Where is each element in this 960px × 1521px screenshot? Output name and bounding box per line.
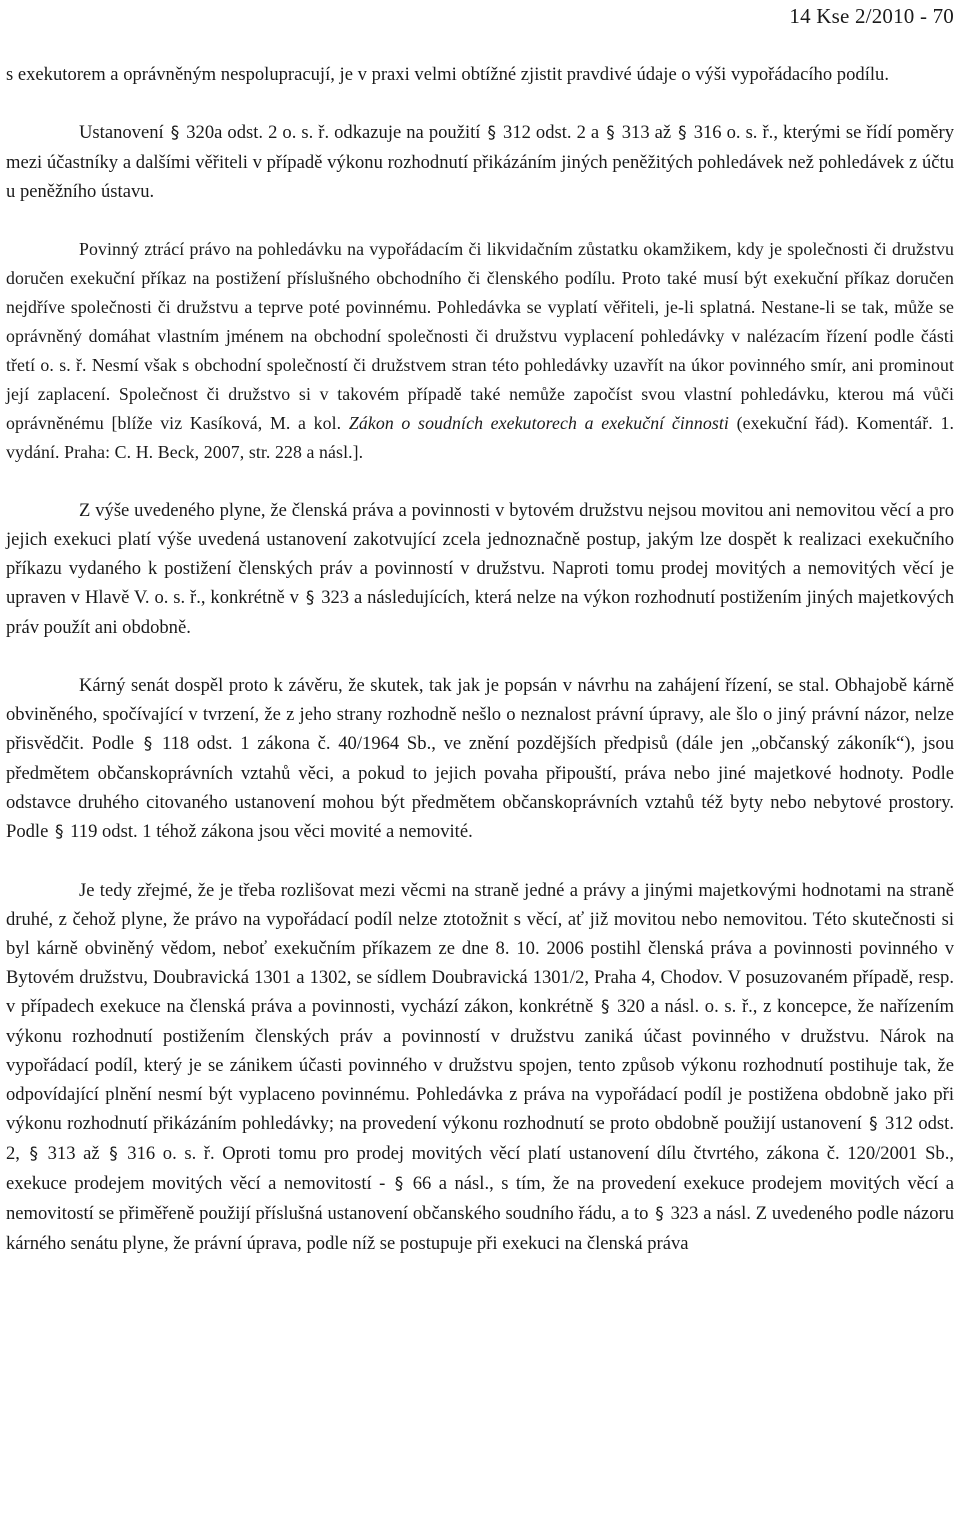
paragraph-zrejme: Je tedy zřejmé, že je třeba rozlišovat mezi věcmi na straně jedné a právy a jinými majetkovými hodnotami na straně druhé, z čehož plyne, že právo na vypořádací podíl nelze ztotožnit s věcí, ať již movitou nebo nemovitou. Této skutečnosti si byl kárně obviněný vědom, neboť exekučním příkazem ze dne 8. 10. 2006 postihl členská práva a povinnosti povinného v Bytovém družstvu, Doubravická 1301 a 1302, se sídlem Doubravická 1301/2, Praha 4, Chodov. V posuzovaném případě, resp. v případech exekuce na členská práva a povinnosti, vychází zákon, konkrétně § 320 a násl. o. s. ř., z koncepce, že nařízením výkonu rozhodnutí postižením členských práv a povinností v družstvu zaniká účast povinného v družstvu. Nárok na vypořádací podíl, který je se zánikem účasti povinného v družstvu spojen, tento způsob výkonu rozhodnutí postihuje tak, že odpovídající plnění nesmí být vyplaceno povinnému. Pohledávka z práva na vypořádací podíl je postižena obdobně jako při výkonu rozhodnutí přikázáním pohledávky; na provedení výkonu rozhodnutí se proto obdobně použijí ustanovení § 312 odst. 2, § 313 až § 316 o. s. ř. Oproti tomu pro prodej movitých věcí platí ustanovení dílu čtvrtého, zákona č. 120/2001 Sb., exekuce prodejem movitých věcí a nemovitostí - § 66 a násl., s tím, že na provedení exekuce prodejem movitých věcí a nemovitostí se přiměřeně použijí příslušná ustanovení občanského soudního řádu, a to § 323 a násl. Z uvedeného podle názoru kárného senátu plyne, že právní úprava, podle níž se postupuje při exekuci na členská práva [6, 880, 955, 1254]
paragraph-continuation: s exekutorem a oprávněným nespolupracují, je v praxi velmi obtížné zjistit pravdivé údaje o výši vypořádacího podílu. [6, 64, 889, 85]
citation-title: Zákon o soudních exekutorech a exekuční činnosti [348, 413, 729, 433]
section-symbol: § [109, 1144, 118, 1164]
paragraph-ustanoveni: Ustanovení § 320a odst. 2 o. s. ř. odkazuje na použití § 312 odst. 2 a § 313 až § 316 o. s. ř., kterými se řídí poměry mezi účastníky a dalšími věřiteli v případě výkonu rozhodnutí přikázáním jiných peněžitých pohledávek než pohledávek z účtu u peněžního ústavu. [6, 122, 954, 202]
section-symbol: § [394, 1174, 404, 1194]
section-symbol: § [487, 123, 496, 143]
section-symbol: § [606, 123, 615, 143]
case-reference: 14 Kse 2/2010 - 70 [789, 4, 954, 28]
section-symbol: § [655, 1204, 664, 1224]
section-symbol: § [600, 997, 610, 1017]
section-symbol: § [305, 588, 315, 608]
section-symbol: § [143, 734, 153, 754]
section-symbol: § [869, 1114, 878, 1134]
section-symbol: § [55, 822, 64, 842]
section-symbol: § [678, 123, 687, 143]
paragraph-citation: Povinný ztrácí právo na pohledávku na vypořádacím či likvidačním zůstatku okamžikem, kdy je společnosti či družstvu doručen exekuční příkaz na postižení příslušného obchodního či členského podílu. Proto také musí být exekuční příkaz doručen nejdříve společnosti či družstvu a teprve poté povinnému. Pohledávka se vyplatí věřiteli, je-li splatná. Nestane-li se tak, může se oprávněný domáhat vlastním jménem na obchodní společnosti či družstvu vyplacení pohledávky v nalézacím řízení podle části třetí o. s. ř. Nesmí však s obchodní společností či družstvem stran této pohledávky uzavřít na úkor povinného smír, ani prominout její zaplacení. Společnost či družstvo si v takovém případě také nemůže započíst svou vlastní pohledávku, kterou má vůči oprávněnému [blíže viz Kasíková, M. a kol. Zákon o soudních exekutorech a exekuční činnosti (exekuční řád). Komentář. 1. vydání. Praha: C. H. Beck, 2007, str. 228 a násl.]. [6, 239, 954, 462]
paragraph-karny-senat: Kárný senát dospěl proto k závěru, že skutek, tak jak je popsán v návrhu na zahájení řízení, se stal. Obhajobě kárně obviněného, spočívající v tvrzení, že z jeho strany rozhodně nešlo o neznalost právní úpravy, ale šlo o jiný právní názor, nelze přisvědčit. Podle § 118 odst. 1 zákona č. 40/1964 Sb., ve znění pozdějších předpisů (dále jen „občanský zákoník“), jsou předmětem občanskoprávních vztahů věci, a pokud to jejich povaha připouští, práva nebo jiné majetkové hodnoty. Podle odstavce druhého citovaného ustanovení mohou být předmětem občanskoprávních vztahů též byty nebo nebytové prostory. Podle § 119 odst. 1 téhož zákona jsou věci movité a nemovité. [6, 675, 954, 842]
section-symbol: § [29, 1144, 39, 1164]
paragraph-conclusion: Z výše uvedeného plyne, že členská práva a povinnosti v bytovém družstvu nejsou movitou ani nemovitou věcí a pro jejich exekuci platí výše uvedená ustanovení zakotvující zcela jednoznačně postup, jakým lze dospět k realizaci exekučního příkazu vydaného k postižení členských práv a povinností v družstvu. Naproti tomu prodej movitých a nemovitých věcí je upraven v Hlavě V. o. s. ř., konkrétně v § 323 a následujících, která nelze na výkon rozhodnutí postižením jiných majetkových práv použít ani obdobně. [6, 500, 954, 638]
document-body [6, 60, 954, 1258]
section-symbol: § [170, 123, 180, 143]
